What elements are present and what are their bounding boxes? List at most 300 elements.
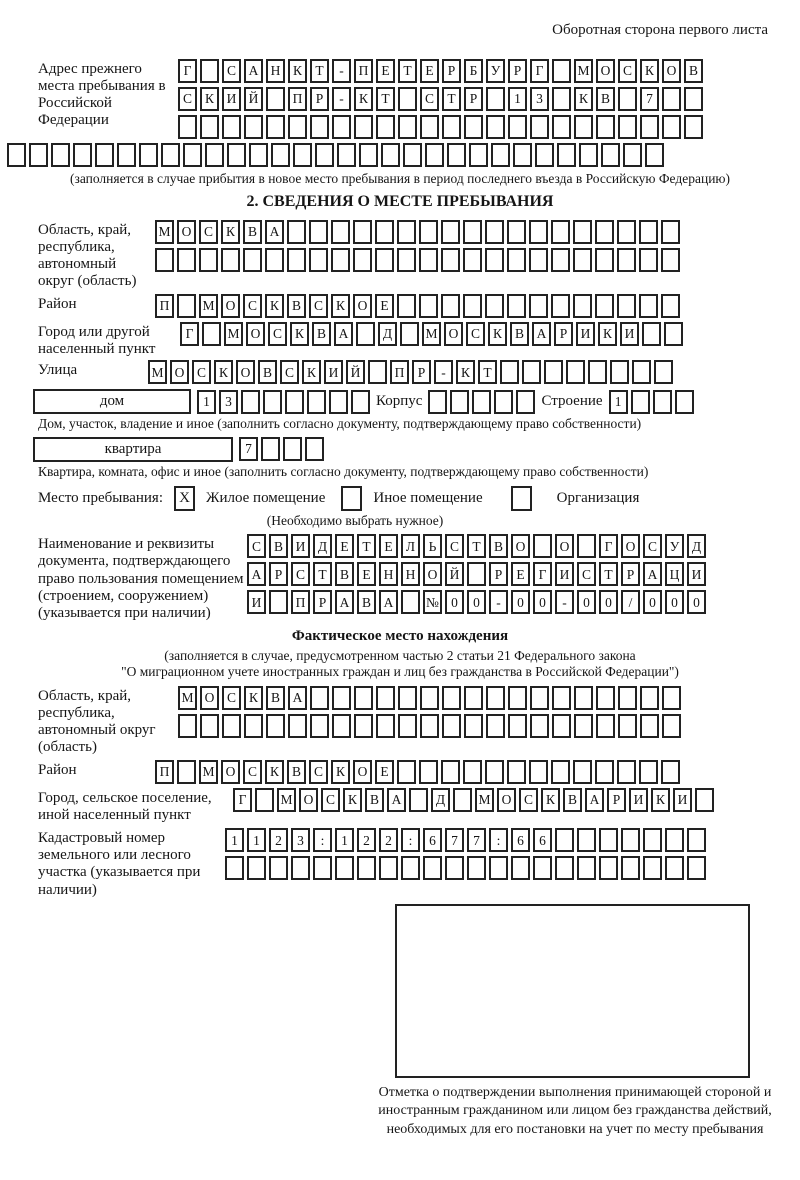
char-cell[interactable]: О <box>497 788 516 812</box>
char-cell[interactable] <box>463 760 482 784</box>
char-cell[interactable] <box>442 115 461 139</box>
char-cell[interactable]: П <box>291 590 310 614</box>
char-cell[interactable] <box>398 714 417 738</box>
char-cell[interactable]: 6 <box>423 828 442 852</box>
char-cell[interactable]: К <box>488 322 507 346</box>
char-cell[interactable] <box>401 856 420 880</box>
char-cell[interactable] <box>472 390 491 414</box>
char-cell[interactable] <box>447 143 466 167</box>
checkbox-zhiloe-pomeshchenie[interactable]: X <box>174 486 195 511</box>
char-cell[interactable]: Д <box>687 534 706 558</box>
char-cell[interactable]: Т <box>599 562 618 586</box>
char-cell[interactable] <box>401 590 420 614</box>
char-cell[interactable] <box>596 714 615 738</box>
char-cell[interactable] <box>595 294 614 318</box>
char-cell[interactable]: О <box>621 534 640 558</box>
char-cell[interactable] <box>661 294 680 318</box>
char-cell[interactable]: С <box>420 87 439 111</box>
char-cell[interactable]: Р <box>554 322 573 346</box>
char-cell[interactable]: К <box>598 322 617 346</box>
char-cell[interactable] <box>661 248 680 272</box>
char-cell[interactable]: К <box>574 87 593 111</box>
char-cell[interactable] <box>442 686 461 710</box>
char-cell[interactable] <box>117 143 136 167</box>
char-cell[interactable] <box>95 143 114 167</box>
char-cell[interactable] <box>463 220 482 244</box>
char-cell[interactable]: Р <box>269 562 288 586</box>
char-cell[interactable] <box>199 248 218 272</box>
char-cell[interactable] <box>397 294 416 318</box>
char-cell[interactable]: Д <box>313 534 332 558</box>
char-cell[interactable]: Й <box>346 360 365 384</box>
char-cell[interactable]: 7 <box>640 87 659 111</box>
char-cell[interactable] <box>310 115 329 139</box>
char-cell[interactable] <box>419 760 438 784</box>
char-cell[interactable] <box>486 686 505 710</box>
char-cell[interactable]: Е <box>375 760 394 784</box>
char-cell[interactable] <box>161 143 180 167</box>
char-cell[interactable] <box>450 390 469 414</box>
char-cell[interactable] <box>293 143 312 167</box>
char-cell[interactable] <box>375 248 394 272</box>
char-cell[interactable]: Е <box>357 562 376 586</box>
char-cell[interactable] <box>469 143 488 167</box>
char-cell[interactable]: 2 <box>379 828 398 852</box>
char-cell[interactable]: Т <box>442 87 461 111</box>
char-cell[interactable]: М <box>224 322 243 346</box>
char-cell[interactable]: С <box>577 562 596 586</box>
char-cell[interactable]: Т <box>467 534 486 558</box>
char-cell[interactable]: У <box>486 59 505 83</box>
char-cell[interactable]: В <box>596 87 615 111</box>
char-cell[interactable] <box>51 143 70 167</box>
char-cell[interactable]: Т <box>398 59 417 83</box>
char-cell[interactable] <box>552 59 571 83</box>
char-cell[interactable]: 1 <box>508 87 527 111</box>
char-cell[interactable]: К <box>331 760 350 784</box>
char-cell[interactable]: 3 <box>219 390 238 414</box>
char-cell[interactable] <box>309 220 328 244</box>
char-cell[interactable] <box>631 390 650 414</box>
char-cell[interactable]: А <box>379 590 398 614</box>
char-cell[interactable] <box>263 390 282 414</box>
char-cell[interactable]: О <box>353 760 372 784</box>
char-cell[interactable] <box>486 115 505 139</box>
char-cell[interactable]: В <box>365 788 384 812</box>
char-cell[interactable] <box>266 115 285 139</box>
char-cell[interactable]: И <box>673 788 692 812</box>
char-cell[interactable] <box>529 760 548 784</box>
char-cell[interactable]: О <box>596 59 615 83</box>
char-cell[interactable] <box>155 248 174 272</box>
char-cell[interactable] <box>265 248 284 272</box>
char-cell[interactable]: К <box>343 788 362 812</box>
char-cell[interactable] <box>573 760 592 784</box>
char-cell[interactable]: 3 <box>291 828 310 852</box>
char-cell[interactable] <box>419 220 438 244</box>
char-cell[interactable] <box>337 143 356 167</box>
char-cell[interactable] <box>574 714 593 738</box>
char-cell[interactable] <box>639 248 658 272</box>
char-cell[interactable] <box>464 686 483 710</box>
char-cell[interactable] <box>508 686 527 710</box>
char-cell[interactable] <box>508 115 527 139</box>
char-cell[interactable] <box>359 143 378 167</box>
char-cell[interactable]: Л <box>401 534 420 558</box>
char-cell[interactable] <box>494 390 513 414</box>
char-cell[interactable] <box>486 87 505 111</box>
char-cell[interactable] <box>632 360 651 384</box>
char-cell[interactable]: О <box>299 788 318 812</box>
char-cell[interactable] <box>313 856 332 880</box>
char-cell[interactable] <box>595 760 614 784</box>
char-cell[interactable]: - <box>434 360 453 384</box>
checkbox-organizatsiya[interactable] <box>511 486 532 511</box>
checkbox-inoe-pomeshchenie[interactable] <box>341 486 362 511</box>
char-cell[interactable]: М <box>422 322 441 346</box>
char-cell[interactable]: И <box>324 360 343 384</box>
char-cell[interactable]: Н <box>401 562 420 586</box>
char-cell[interactable]: Р <box>489 562 508 586</box>
char-cell[interactable]: В <box>489 534 508 558</box>
char-cell[interactable] <box>403 143 422 167</box>
char-cell[interactable] <box>441 220 460 244</box>
char-cell[interactable] <box>617 248 636 272</box>
char-cell[interactable]: С <box>222 686 241 710</box>
char-cell[interactable]: Р <box>621 562 640 586</box>
char-cell[interactable]: В <box>684 59 703 83</box>
char-cell[interactable]: / <box>621 590 640 614</box>
char-cell[interactable] <box>640 686 659 710</box>
char-cell[interactable] <box>354 686 373 710</box>
char-cell[interactable] <box>661 760 680 784</box>
char-cell[interactable] <box>205 143 224 167</box>
char-cell[interactable]: О <box>353 294 372 318</box>
char-cell[interactable] <box>287 248 306 272</box>
char-cell[interactable] <box>533 856 552 880</box>
char-cell[interactable] <box>397 220 416 244</box>
char-cell[interactable] <box>285 390 304 414</box>
char-cell[interactable]: О <box>170 360 189 384</box>
char-cell[interactable] <box>73 143 92 167</box>
char-cell[interactable] <box>419 294 438 318</box>
char-cell[interactable] <box>200 714 219 738</box>
char-cell[interactable] <box>618 115 637 139</box>
char-cell[interactable] <box>662 87 681 111</box>
char-cell[interactable] <box>486 714 505 738</box>
char-cell[interactable]: Р <box>607 788 626 812</box>
char-cell[interactable] <box>665 856 684 880</box>
char-cell[interactable] <box>485 220 504 244</box>
char-cell[interactable] <box>684 87 703 111</box>
char-cell[interactable] <box>500 360 519 384</box>
char-cell[interactable]: И <box>629 788 648 812</box>
char-cell[interactable] <box>695 788 714 812</box>
char-cell[interactable]: № <box>423 590 442 614</box>
char-cell[interactable] <box>29 143 48 167</box>
char-cell[interactable] <box>420 714 439 738</box>
char-cell[interactable] <box>441 294 460 318</box>
char-cell[interactable]: А <box>265 220 284 244</box>
char-cell[interactable]: Г <box>530 59 549 83</box>
char-cell[interactable] <box>442 714 461 738</box>
char-cell[interactable] <box>445 856 464 880</box>
char-cell[interactable] <box>588 360 607 384</box>
char-cell[interactable] <box>618 714 637 738</box>
char-cell[interactable] <box>244 714 263 738</box>
char-cell[interactable]: Г <box>533 562 552 586</box>
char-cell[interactable]: : <box>401 828 420 852</box>
char-cell[interactable]: 6 <box>511 828 530 852</box>
char-cell[interactable] <box>419 248 438 272</box>
char-cell[interactable] <box>516 390 535 414</box>
char-cell[interactable] <box>555 856 574 880</box>
char-cell[interactable] <box>183 143 202 167</box>
char-cell[interactable] <box>332 686 351 710</box>
char-cell[interactable]: - <box>489 590 508 614</box>
char-cell[interactable] <box>376 714 395 738</box>
char-cell[interactable] <box>687 828 706 852</box>
char-cell[interactable]: К <box>640 59 659 83</box>
char-cell[interactable]: И <box>620 322 639 346</box>
char-cell[interactable]: Е <box>420 59 439 83</box>
char-cell[interactable] <box>552 115 571 139</box>
char-cell[interactable]: Р <box>412 360 431 384</box>
char-cell[interactable] <box>287 220 306 244</box>
char-cell[interactable]: Е <box>375 294 394 318</box>
char-cell[interactable]: Д <box>431 788 450 812</box>
char-cell[interactable]: О <box>662 59 681 83</box>
char-cell[interactable] <box>397 760 416 784</box>
char-cell[interactable] <box>243 248 262 272</box>
char-cell[interactable] <box>310 714 329 738</box>
char-cell[interactable]: 0 <box>643 590 662 614</box>
char-cell[interactable] <box>530 686 549 710</box>
char-cell[interactable]: О <box>511 534 530 558</box>
char-cell[interactable]: С <box>199 220 218 244</box>
char-cell[interactable]: Р <box>310 87 329 111</box>
char-cell[interactable] <box>640 714 659 738</box>
char-cell[interactable] <box>530 714 549 738</box>
char-cell[interactable]: К <box>302 360 321 384</box>
char-cell[interactable]: Н <box>266 59 285 83</box>
char-cell[interactable] <box>643 828 662 852</box>
char-cell[interactable]: П <box>155 294 174 318</box>
char-cell[interactable]: В <box>243 220 262 244</box>
char-cell[interactable]: Ь <box>423 534 442 558</box>
char-cell[interactable]: Б <box>464 59 483 83</box>
char-cell[interactable] <box>425 143 444 167</box>
char-cell[interactable] <box>577 856 596 880</box>
char-cell[interactable] <box>368 360 387 384</box>
char-cell[interactable]: С <box>243 294 262 318</box>
char-cell[interactable] <box>639 760 658 784</box>
char-cell[interactable] <box>397 248 416 272</box>
char-cell[interactable]: Е <box>379 534 398 558</box>
char-cell[interactable]: Г <box>233 788 252 812</box>
char-cell[interactable] <box>573 248 592 272</box>
char-cell[interactable]: А <box>335 590 354 614</box>
char-cell[interactable] <box>288 115 307 139</box>
char-cell[interactable] <box>596 115 615 139</box>
char-cell[interactable]: К <box>651 788 670 812</box>
char-cell[interactable] <box>241 390 260 414</box>
char-cell[interactable] <box>398 115 417 139</box>
char-cell[interactable]: С <box>466 322 485 346</box>
char-cell[interactable] <box>511 856 530 880</box>
char-cell[interactable]: 2 <box>357 828 376 852</box>
char-cell[interactable]: Р <box>464 87 483 111</box>
char-cell[interactable]: С <box>268 322 287 346</box>
char-cell[interactable]: 1 <box>609 390 628 414</box>
char-cell[interactable]: М <box>199 294 218 318</box>
char-cell[interactable] <box>307 390 326 414</box>
char-cell[interactable]: С <box>222 59 241 83</box>
char-cell[interactable] <box>398 87 417 111</box>
char-cell[interactable]: У <box>665 534 684 558</box>
char-cell[interactable]: О <box>177 220 196 244</box>
char-cell[interactable] <box>621 856 640 880</box>
char-cell[interactable] <box>315 143 334 167</box>
char-cell[interactable] <box>353 220 372 244</box>
char-cell[interactable]: К <box>265 760 284 784</box>
char-cell[interactable] <box>507 294 526 318</box>
char-cell[interactable]: К <box>331 294 350 318</box>
char-cell[interactable] <box>420 115 439 139</box>
char-cell[interactable] <box>225 856 244 880</box>
char-cell[interactable] <box>485 760 504 784</box>
char-cell[interactable]: Т <box>376 87 395 111</box>
char-cell[interactable] <box>329 390 348 414</box>
char-cell[interactable]: С <box>445 534 464 558</box>
char-cell[interactable] <box>675 390 694 414</box>
char-cell[interactable]: С <box>243 760 262 784</box>
char-cell[interactable] <box>266 87 285 111</box>
char-cell[interactable] <box>420 686 439 710</box>
char-cell[interactable] <box>618 87 637 111</box>
char-cell[interactable]: С <box>192 360 211 384</box>
char-cell[interactable] <box>332 714 351 738</box>
char-cell[interactable]: О <box>236 360 255 384</box>
char-cell[interactable]: К <box>265 294 284 318</box>
char-cell[interactable]: О <box>200 686 219 710</box>
char-cell[interactable]: П <box>155 760 174 784</box>
char-cell[interactable]: М <box>277 788 296 812</box>
char-cell[interactable] <box>261 437 280 461</box>
char-cell[interactable] <box>7 143 26 167</box>
char-cell[interactable] <box>599 828 618 852</box>
char-cell[interactable]: К <box>221 220 240 244</box>
char-cell[interactable]: В <box>563 788 582 812</box>
char-cell[interactable]: К <box>541 788 560 812</box>
char-cell[interactable] <box>227 143 246 167</box>
char-cell[interactable] <box>353 248 372 272</box>
char-cell[interactable] <box>244 115 263 139</box>
char-cell[interactable] <box>464 714 483 738</box>
char-cell[interactable] <box>271 143 290 167</box>
char-cell[interactable]: - <box>332 87 351 111</box>
char-cell[interactable] <box>177 248 196 272</box>
char-cell[interactable]: К <box>244 686 263 710</box>
char-cell[interactable]: Й <box>244 87 263 111</box>
char-cell[interactable] <box>623 143 642 167</box>
char-cell[interactable]: Т <box>313 562 332 586</box>
char-cell[interactable] <box>640 115 659 139</box>
char-cell[interactable]: Р <box>508 59 527 83</box>
char-cell[interactable] <box>202 322 221 346</box>
char-cell[interactable]: 2 <box>269 828 288 852</box>
dom-type-box[interactable]: дом <box>33 389 191 414</box>
char-cell[interactable] <box>557 143 576 167</box>
char-cell[interactable] <box>485 294 504 318</box>
char-cell[interactable] <box>178 714 197 738</box>
char-cell[interactable] <box>463 248 482 272</box>
char-cell[interactable] <box>617 760 636 784</box>
char-cell[interactable]: К <box>290 322 309 346</box>
char-cell[interactable] <box>309 248 328 272</box>
char-cell[interactable] <box>596 686 615 710</box>
char-cell[interactable]: В <box>312 322 331 346</box>
char-cell[interactable]: Н <box>379 562 398 586</box>
char-cell[interactable] <box>467 562 486 586</box>
char-cell[interactable]: 1 <box>335 828 354 852</box>
char-cell[interactable] <box>375 220 394 244</box>
char-cell[interactable]: 1 <box>197 390 216 414</box>
char-cell[interactable] <box>662 686 681 710</box>
char-cell[interactable]: 3 <box>530 87 549 111</box>
char-cell[interactable]: С <box>291 562 310 586</box>
char-cell[interactable] <box>684 115 703 139</box>
char-cell[interactable] <box>507 760 526 784</box>
char-cell[interactable] <box>573 220 592 244</box>
char-cell[interactable]: Р <box>313 590 332 614</box>
char-cell[interactable] <box>555 828 574 852</box>
char-cell[interactable] <box>464 115 483 139</box>
char-cell[interactable]: И <box>222 87 241 111</box>
char-cell[interactable]: О <box>444 322 463 346</box>
char-cell[interactable]: 7 <box>239 437 258 461</box>
char-cell[interactable] <box>529 220 548 244</box>
char-cell[interactable] <box>331 220 350 244</box>
char-cell[interactable] <box>269 590 288 614</box>
char-cell[interactable] <box>654 360 673 384</box>
char-cell[interactable]: А <box>334 322 353 346</box>
char-cell[interactable] <box>645 143 664 167</box>
char-cell[interactable] <box>255 788 274 812</box>
char-cell[interactable] <box>529 248 548 272</box>
kvartira-type-box[interactable]: квартира <box>33 437 233 462</box>
char-cell[interactable] <box>642 322 661 346</box>
char-cell[interactable]: И <box>247 590 266 614</box>
char-cell[interactable]: 6 <box>533 828 552 852</box>
char-cell[interactable]: Е <box>376 59 395 83</box>
char-cell[interactable]: М <box>178 686 197 710</box>
char-cell[interactable] <box>247 856 266 880</box>
char-cell[interactable]: А <box>585 788 604 812</box>
char-cell[interactable]: В <box>258 360 277 384</box>
char-cell[interactable]: 0 <box>687 590 706 614</box>
char-cell[interactable]: Т <box>310 59 329 83</box>
char-cell[interactable] <box>599 856 618 880</box>
char-cell[interactable]: И <box>687 562 706 586</box>
char-cell[interactable] <box>551 248 570 272</box>
char-cell[interactable] <box>601 143 620 167</box>
char-cell[interactable] <box>664 322 683 346</box>
char-cell[interactable]: К <box>456 360 475 384</box>
char-cell[interactable]: С <box>280 360 299 384</box>
char-cell[interactable] <box>552 714 571 738</box>
char-cell[interactable] <box>354 115 373 139</box>
